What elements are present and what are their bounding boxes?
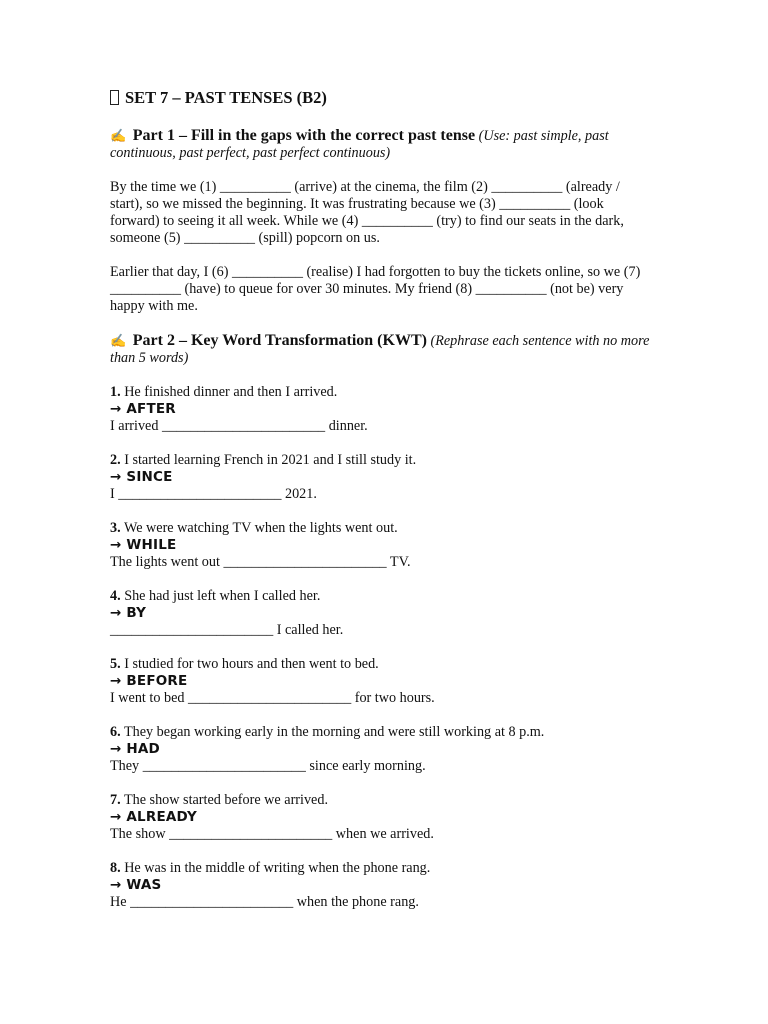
original-sentence: They began working early in the morning and were still working at 8 p.m. xyxy=(123,724,545,740)
set-title-text: SET 7 – PAST TENSES (B2) xyxy=(125,88,327,107)
kwt-sentence xyxy=(110,588,650,605)
kwt-item-3 xyxy=(110,520,650,571)
original-sentence: We were watching TV when the lights went out. xyxy=(123,520,398,536)
answer-line: They _______________________ since early morning. xyxy=(110,758,426,774)
key-word: → BY xyxy=(110,605,147,621)
writing-hand-icon: ✍ xyxy=(110,333,127,348)
kwt-item-7 xyxy=(110,792,650,843)
original-sentence: The show started before we arrived. xyxy=(123,792,328,808)
part1-paragraph-1: By the time we (1) __________ (arrive) at the cinema, the film (2) __________ (already / start), so we missed the beginning. It was frustrating because we (3) __________ (look forward) to seeing it all week. While we (4) __________ (try) to find our seats in the dark, someone (5) __________ (spill) popcorn on us. xyxy=(110,179,624,246)
worksheet xyxy=(110,88,650,928)
kwt-item-6 xyxy=(110,724,650,775)
kwt-sentence xyxy=(110,384,650,401)
part1-heading xyxy=(110,127,650,162)
item-number: 8. xyxy=(110,860,121,876)
kwt-item-5 xyxy=(110,656,650,707)
original-sentence: I studied for two hours and then went to bed. xyxy=(124,656,379,672)
answer-line: _______________________ I called her. xyxy=(110,622,344,638)
item-number: 6. xyxy=(110,724,121,740)
key-word: → HAD xyxy=(110,741,160,757)
answer-line: The show _______________________ when we arrived. xyxy=(110,826,434,842)
writing-hand-icon: ✍ xyxy=(110,128,127,143)
key-word: → ALREADY xyxy=(110,809,197,825)
answer-line: I _______________________ 2021. xyxy=(110,486,317,502)
part2-heading xyxy=(110,332,650,367)
kwt-sentence xyxy=(110,724,650,741)
kwt-item-4 xyxy=(110,588,650,639)
kwt-sentence xyxy=(110,656,650,673)
original-sentence: He finished dinner and then I arrived. xyxy=(124,384,338,400)
original-sentence: I started learning French in 2021 and I still study it. xyxy=(124,452,417,468)
kwt-sentence xyxy=(110,860,650,877)
answer-line: He _______________________ when the phone rang. xyxy=(110,894,419,910)
original-sentence: She had just left when I called her. xyxy=(124,588,321,604)
kwt-sentence xyxy=(110,520,650,537)
kwt-item-2 xyxy=(110,452,650,503)
item-number: 3. xyxy=(110,520,121,536)
part2-items xyxy=(110,384,650,911)
kwt-item-8 xyxy=(110,860,650,911)
key-word: → SINCE xyxy=(110,469,173,485)
key-word: → WAS xyxy=(110,877,162,893)
item-number: 4. xyxy=(110,588,121,604)
item-number: 5. xyxy=(110,656,121,672)
key-word: → BEFORE xyxy=(110,673,188,689)
part1-note: (Use: past simple, past continuous, past perfect, past perfect continuous) xyxy=(110,128,609,161)
part2-title: Part 2 – Key Word Transformation (KWT) xyxy=(132,332,427,349)
part1-title: Part 1 – Fill in the gaps with the correct past tense xyxy=(132,127,476,144)
kwt-sentence xyxy=(110,792,650,809)
original-sentence: He was in the middle of writing when the phone rang. xyxy=(124,860,431,876)
answer-line: I went to bed _______________________ for two hours. xyxy=(110,690,435,706)
item-number: 2. xyxy=(110,452,121,468)
kwt-sentence xyxy=(110,452,650,469)
set-title xyxy=(110,88,650,108)
key-word: → WHILE xyxy=(110,537,177,553)
key-word: → AFTER xyxy=(110,401,176,417)
item-number: 7. xyxy=(110,792,121,808)
answer-line: I arrived _______________________ dinner. xyxy=(110,418,368,434)
part2-note: (Rephrase each sentence with no more than 5 words) xyxy=(110,333,650,366)
answer-line: The lights went out _______________________ TV. xyxy=(110,554,411,570)
checkbox-icon xyxy=(110,90,119,105)
part1-paragraph-2: Earlier that day, I (6) __________ (realise) I had forgotten to buy the tickets online, so we (7) __________ (have) to queue for over 30 minutes. My friend (8) __________ (not be) very happy with me. xyxy=(110,264,641,314)
kwt-item-1 xyxy=(110,384,650,435)
item-number: 1. xyxy=(110,384,121,400)
